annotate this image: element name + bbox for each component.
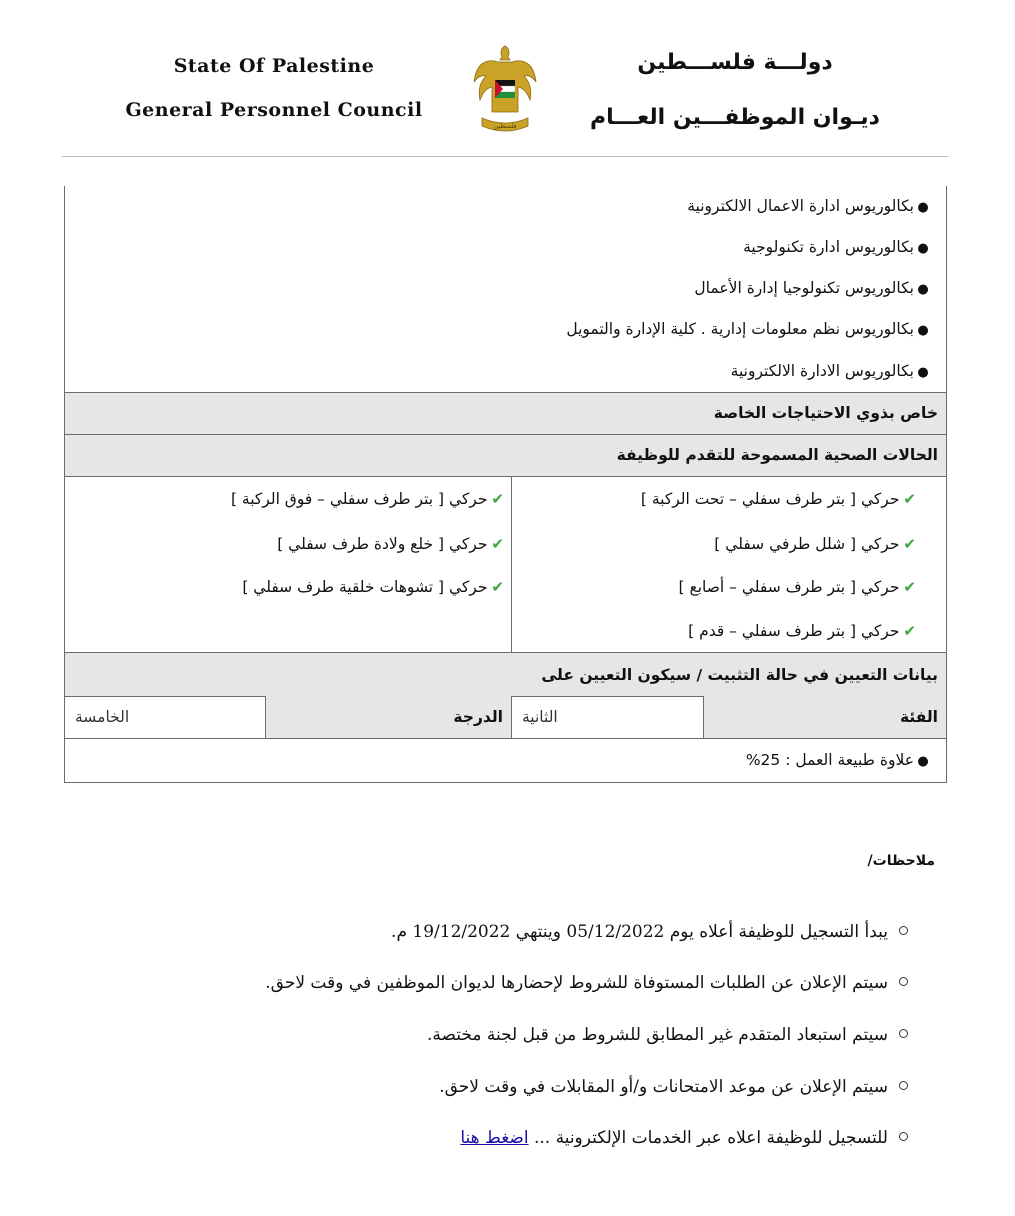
palestine-emblem-icon: [468, 42, 542, 140]
circle-bullet-icon: [899, 1081, 908, 1090]
emblem-caption: فلسطين: [493, 122, 517, 130]
notes-title: ملاحظات/: [867, 853, 935, 869]
bullet-icon: ●: [917, 200, 929, 215]
column-divider: [511, 476, 512, 652]
condition-item: ✔حركي [ تشوهات خلقية طرف سفلي ]: [242, 574, 504, 600]
bullet-icon: ●: [917, 282, 929, 297]
condition-item: ✔حركي [ بتر طرف سفلي – قدم ]: [688, 618, 916, 644]
bullet-icon: ●: [917, 241, 929, 256]
bullet-icon: ●: [917, 365, 929, 380]
note-item: سيتم الإعلان عن الطلبات المستوفاة للشروط لإحضارها لديوان الموظفين في وقت لاحق.: [265, 973, 888, 993]
header-council-title: General Personnel Council: [125, 99, 423, 121]
note-item-register: للتسجيل للوظيفة اعلاه عبر الخدمات الإلكترونية ... اضغط هنا: [460, 1128, 888, 1148]
bullet-icon: ●: [917, 754, 929, 769]
circle-bullet-icon: [899, 926, 908, 935]
check-icon: ✔: [903, 535, 916, 553]
circle-bullet-icon: [899, 1029, 908, 1038]
check-icon: ✔: [491, 490, 504, 508]
work-allowance: ●علاوة طبيعة العمل : 25%: [746, 748, 932, 774]
bullet-icon: ●: [917, 323, 929, 338]
grade-label: الدرجة: [266, 696, 512, 738]
check-icon: ✔: [491, 535, 504, 553]
circle-bullet-icon: [899, 977, 908, 986]
header-divider: [62, 156, 948, 157]
job-details-table: [64, 186, 947, 783]
check-icon: ✔: [903, 622, 916, 640]
header-council-title-ar: ديـوان الموظفـــين العـــام: [590, 105, 880, 130]
header-state-title-ar: دولـــة فلســـطين: [637, 50, 833, 75]
condition-item: ✔حركي [ بتر طرف سفلي – أصابع ]: [679, 574, 916, 600]
category-label: الفئة: [704, 696, 946, 738]
list-item: ●بكالوريوس الادارة الالكترونية: [731, 359, 932, 383]
list-item: ●بكالوريوس نظم معلومات إدارية . كلية الإدارة والتمويل: [566, 317, 932, 341]
register-link[interactable]: اضغط هنا: [460, 1128, 529, 1148]
note-item: سيتم استبعاد المتقدم غير المطابق للشروط من قبل لجنة مختصة.: [427, 1025, 888, 1045]
list-item: ●بكالوريوس ادارة تكنولوجية: [743, 235, 932, 259]
appointment-header: بيانات التعيين في حالة التثبيت / سيكون التعيين على: [65, 652, 946, 697]
special-needs-header: خاص بذوي الاحتياجات الخاصة: [65, 392, 946, 435]
list-item: ●بكالوريوس تكنولوجيا إدارة الأعمال: [694, 276, 932, 300]
condition-item: ✔حركي [ شلل طرفي سفلي ]: [714, 531, 916, 557]
header-state-title: State Of Palestine: [173, 55, 375, 77]
check-icon: ✔: [903, 578, 916, 596]
note-item: سيتم الإعلان عن موعد الامتحانات و/أو المقابلات في وقت لاحق.: [439, 1077, 888, 1097]
circle-bullet-icon: [899, 1132, 908, 1141]
grade-value: الخامسة: [65, 696, 266, 738]
note-item: يبدأ التسجيل للوظيفة أعلاه يوم 05/12/2022 وينتهي 19/12/2022 م.: [391, 922, 888, 942]
category-value: الثانية: [512, 696, 704, 738]
list-item: ●بكالوريوس ادارة الاعمال الالكترونية: [687, 194, 932, 218]
qualifications-list: [65, 186, 946, 392]
condition-item: ✔حركي [ بتر طرف سفلي – تحت الركبة ]: [641, 486, 916, 512]
health-conditions-grid: [65, 476, 946, 652]
check-icon: ✔: [903, 490, 916, 508]
health-conditions-header: الحالات الصحية المسموحة للتقدم للوظيفة: [65, 434, 946, 477]
grade-table: [65, 696, 946, 739]
check-icon: ✔: [491, 578, 504, 596]
condition-item: ✔حركي [ بتر طرف سفلي – فوق الركبة ]: [231, 486, 504, 512]
condition-item: ✔حركي [ خلع ولادة طرف سفلي ]: [277, 531, 504, 557]
